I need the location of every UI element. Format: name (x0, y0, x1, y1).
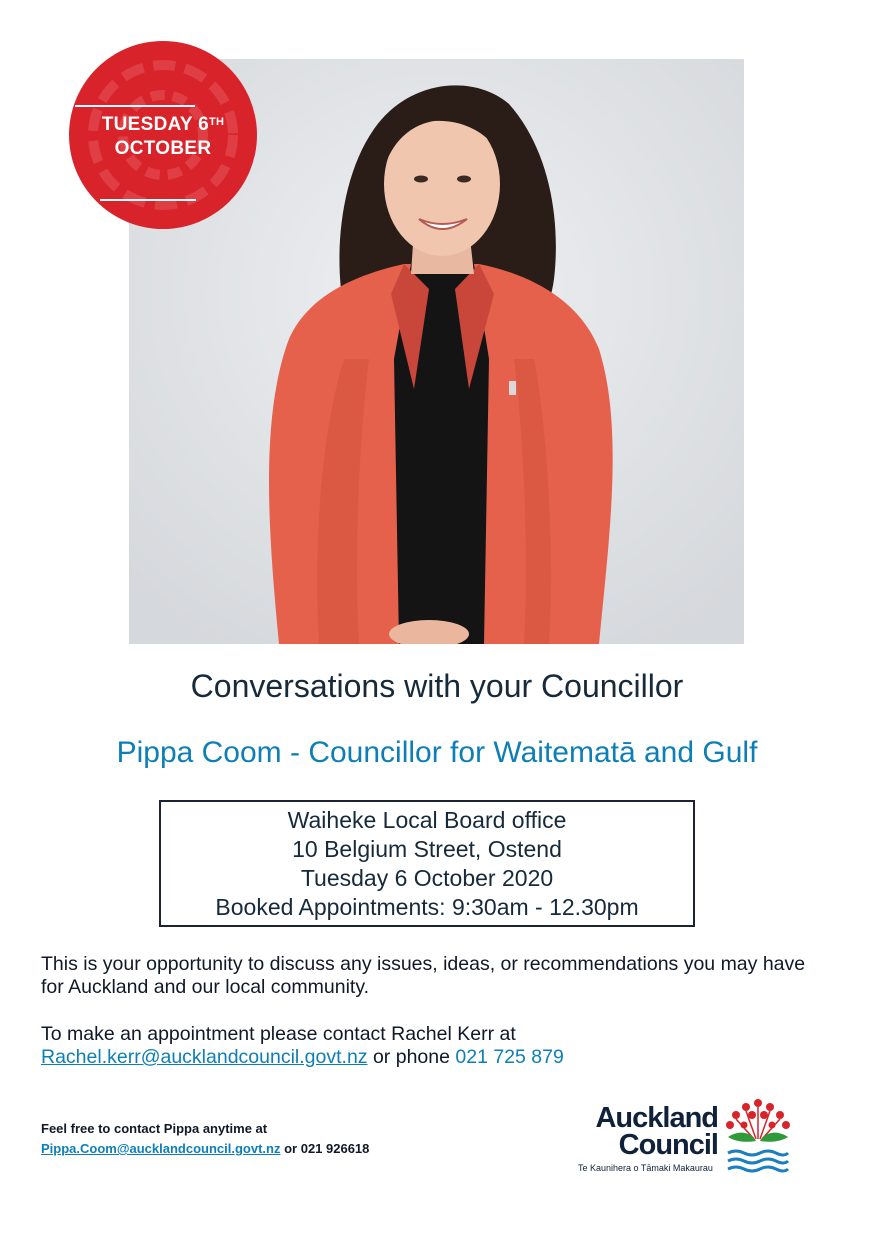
contact-phone: 021 725 879 (455, 1046, 564, 1068)
venue-box (159, 800, 695, 927)
auckland-council-logo (576, 1095, 796, 1185)
venue-appointments: Booked Appointments: 9:30am - 12.30pm (215, 894, 639, 920)
pohutukawa-icon (724, 1095, 792, 1175)
contact-paragraph (41, 1023, 831, 1069)
body-text (41, 953, 831, 1093)
contact-mid: or phone (367, 1046, 456, 1068)
venue-office: Waiheke Local Board office (287, 807, 567, 833)
logo-tagline: Te Kaunihera o Tāmaki Makaurau (578, 1163, 713, 1173)
badge-day-suffix: TH (208, 116, 225, 128)
footer-phone: or 021 926618 (280, 1141, 370, 1156)
intro-paragraph: This is your opportunity to discuss any issues, ideas, or recommendations you may have for Auckland and our local community. (41, 953, 806, 998)
logo-word-auckland: Auckland (595, 1102, 718, 1134)
contact-email-link[interactable]: Rachel.kerr@aucklandcouncil.govt.nz (41, 1046, 368, 1068)
date-badge (68, 40, 258, 230)
footer-contact (41, 1119, 461, 1159)
venue-address: 10 Belgium Street, Ostend (292, 836, 562, 862)
badge-month: OCTOBER (114, 138, 212, 159)
page-title: Conversations with your Councillor (190, 668, 684, 704)
badge-date-text (68, 113, 258, 161)
councillor-subtitle: Pippa Coom - Councillor for Waitematā and Gulf (116, 736, 758, 769)
badge-day: TUESDAY 6 (101, 114, 209, 135)
venue-date: Tuesday 6 October 2020 (300, 865, 554, 891)
logo-word-council: Council (618, 1129, 718, 1161)
footer-line: Feel free to contact Pippa anytime at (41, 1121, 268, 1136)
footer-email-link[interactable]: Pippa.Coom@aucklandcouncil.govt.nz (41, 1141, 281, 1156)
contact-prefix: To make an appointment please contact Rachel Kerr at (41, 1023, 516, 1045)
